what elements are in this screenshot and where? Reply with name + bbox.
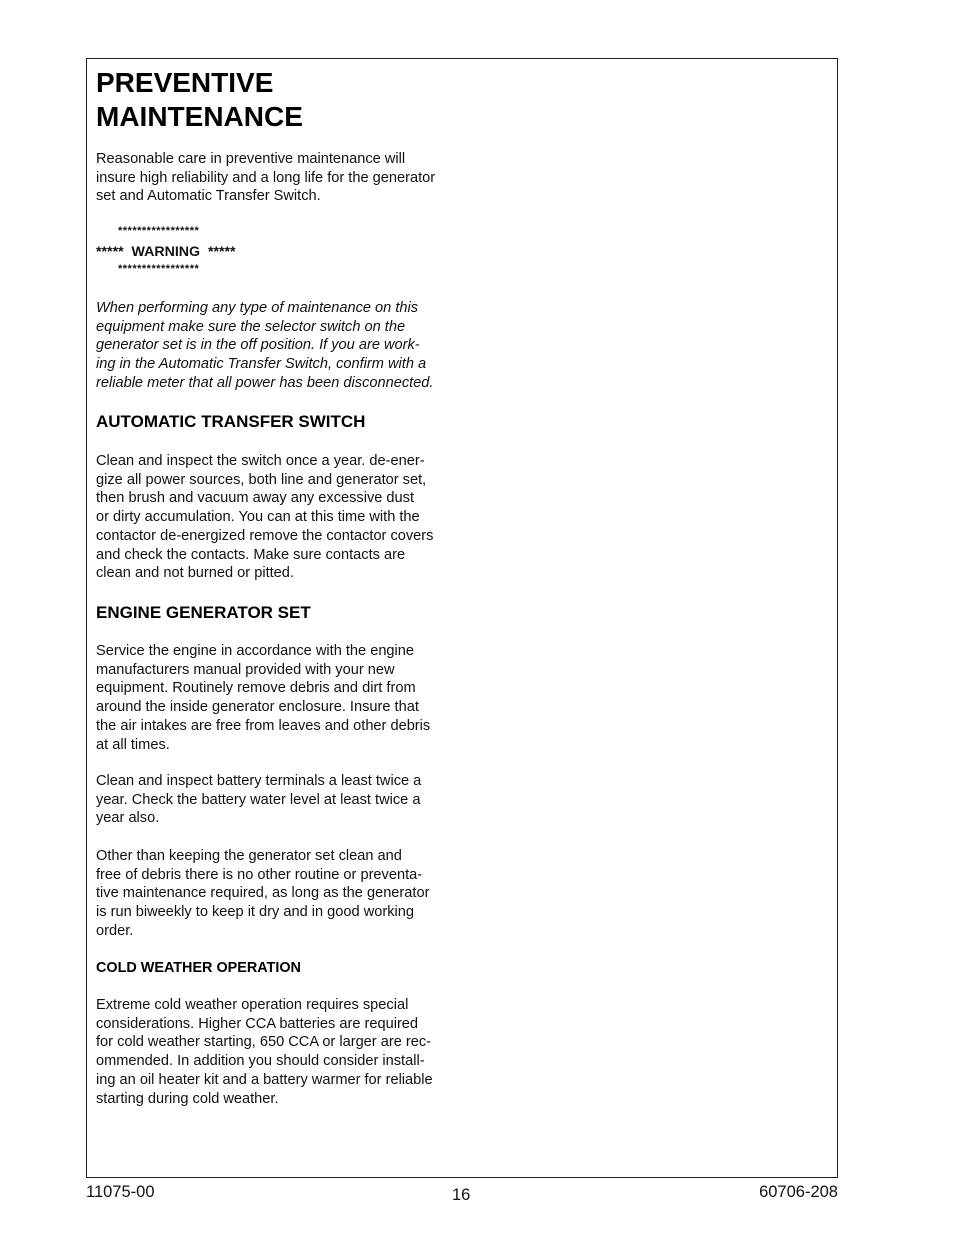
ats-paragraph: Clean and inspect the switch once a year. de-ener- gize all power sources, both line and generator set, then brush and vacuum away any excessive dust or dirty accumulation. You can at this time with the contactor de-energized remove the contactor covers and check the contacts. Make sure contacts are clean and not burned or pitted. [96, 453, 434, 582]
cold-weather-paragraph: Extreme cold weather operation requires special considerations. Higher CCA batteries are required for cold weather starting, 650 CCA or larger are rec- ommended. In addition you should consider install- ing an oil heater kit and a battery warmer for reliable starting during cold weather. [96, 997, 433, 1107]
engine-paragraph-3: Other than keeping the generator set clean and free of debris there is no other routine or preventa- tive maintenance required, as long as the generator is run biweekly to keep it dry and in good working order. [96, 848, 430, 939]
title-line-2: MAINTENANCE [96, 101, 303, 132]
warning-text: When performing any type of maintenance on this equipment make sure the selector switch on the generator set is in the off position. If you are work- ing in the Automatic Transfer Switch, confirm with a reliable meter that all power has been disconnected. [96, 300, 434, 391]
page-title [96, 66, 466, 134]
intro-paragraph: Reasonable care in preventive maintenance will insure high reliability and a long life for the generator set and Automatic Transfer Switch. [96, 151, 436, 205]
cold-weather-heading: COLD WEATHER OPERATION [96, 960, 301, 976]
warning-stars-top: ***************** [118, 225, 200, 237]
engine-heading: ENGINE GENERATOR SET [96, 603, 311, 622]
engine-paragraph-1: Service the engine in accordance with the engine manufacturers manual provided with your new equipment. Routinely remove debris and dirt from around the inside generator enclosure. Insure that the air intakes are free from leaves and other debris at all times. [96, 643, 431, 753]
footer-part-number: 60706-208 [759, 1183, 838, 1201]
page-number: 16 [452, 1186, 471, 1204]
ats-heading: AUTOMATIC TRANSFER SWITCH [96, 412, 366, 431]
footer-doc-number: 11075-00 [86, 1183, 155, 1201]
title-line-1: PREVENTIVE [96, 67, 274, 98]
warning-stars-bottom: ***************** [118, 263, 200, 275]
warning-label: ***** WARNING ***** [96, 244, 236, 260]
engine-paragraph-2: Clean and inspect battery terminals a least twice a year. Check the battery water level at least twice a year also. [96, 773, 422, 827]
